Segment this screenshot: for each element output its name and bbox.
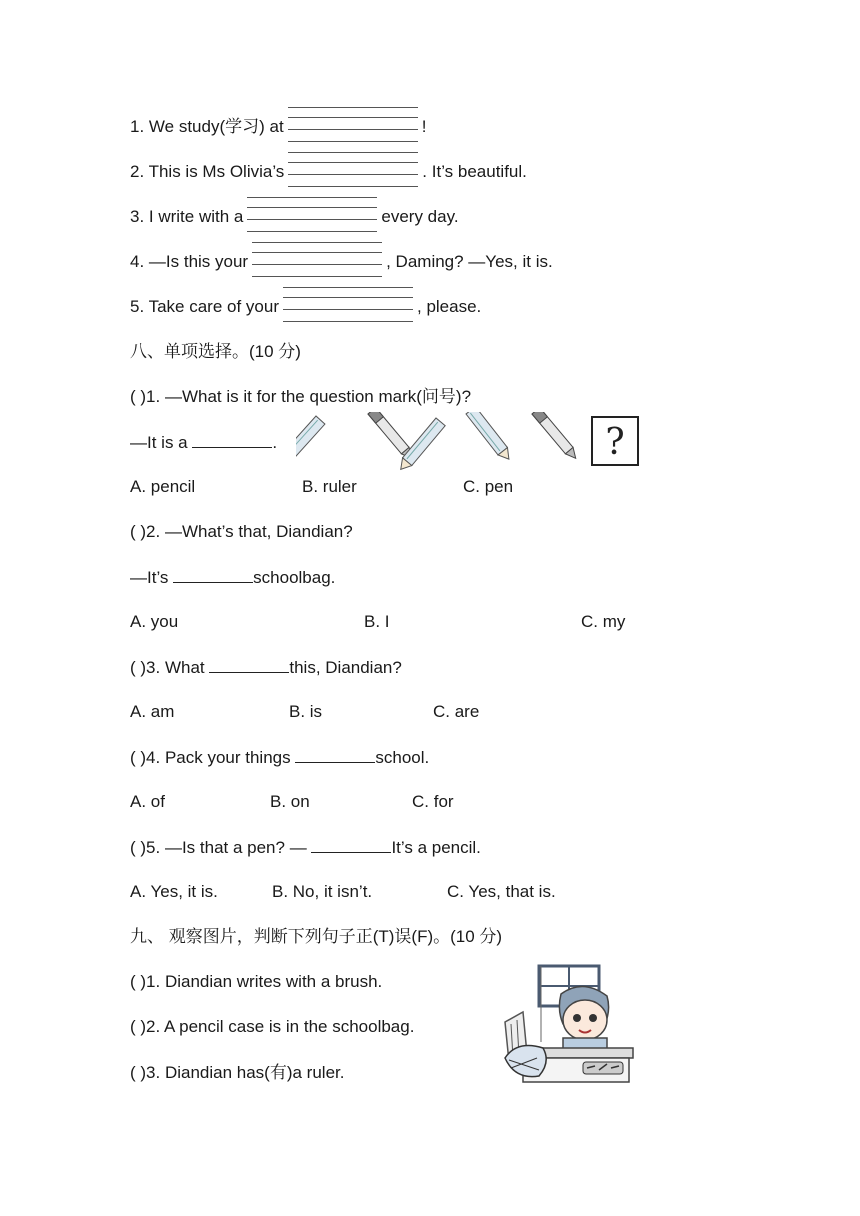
mc-q1-option-a[interactable]: A. pencil [130,477,196,496]
question-mark-box [592,417,638,465]
mc-q2-answer-line [130,566,335,589]
mc-q5-option-b[interactable]: B. No, it isn’t. [272,882,373,901]
mc-q1-option-c[interactable]: C. pen [463,477,514,496]
answer-blank[interactable] [252,252,382,274]
mc-question-5 [130,836,481,859]
diandian-desk-illustration [503,962,638,1084]
answer-underline[interactable] [173,566,253,583]
pencil-icon [296,416,325,470]
answer-underline[interactable] [295,746,375,763]
mc-q3-option-c[interactable]: C. are [433,702,480,721]
tf-statement-1: ( )1. Diandian writes with a brush. [130,972,383,991]
answer-blank[interactable] [247,207,377,229]
answer-prefix: —It is a [130,433,188,452]
tf-statement-3: ( )3. Diandian has(有)a ruler. [130,1063,345,1082]
q1-text-end: ! [421,117,427,136]
fill-question-1 [130,116,426,139]
pen-icon [532,412,580,461]
mc-q1-option-b[interactable]: B. ruler [302,477,357,496]
section-9-heading: 九、 观察图片，判断下列句子正(T)误(F)。(10 分) [130,927,503,946]
mc-q5-option-c[interactable]: C. Yes, that is. [447,882,556,901]
answer-end: schoolbag. [253,568,336,587]
question-mark-icon: ? [605,422,625,463]
q3-text: 3. I write with a [130,207,244,226]
answer-underline[interactable] [192,431,272,448]
mc-q2-option-b[interactable]: B. I [364,612,390,631]
fill-question-4 [130,251,553,274]
mc-q1-answer-line [130,431,277,454]
answer-end: . [272,433,278,452]
tf-statement-2: ( )2. A pencil case is in the schoolbag. [130,1017,415,1036]
mc-q4-option-b[interactable]: B. on [270,792,310,811]
mc-question-4 [130,746,429,769]
q5-text: 5. Take care of your [130,297,279,316]
q3-text-end: every day. [381,207,459,226]
q4-text-end: , Daming? —Yes, it is. [386,252,553,271]
answer-prefix: —It’s [130,568,169,587]
mc-q4-option-c[interactable]: C. for [412,792,454,811]
pencil-icon [466,412,514,463]
fill-question-3 [130,206,459,229]
stem-text: ( )5. —Is that a pen? — [130,838,307,857]
pencil-sequence-illustration [296,412,646,474]
section-8-heading: 八、单项选择。(10 分) [130,342,301,361]
q1-text: 1. We study(学习) at [130,117,284,136]
answer-blank[interactable] [288,117,418,139]
mc-q5-option-a[interactable]: A. Yes, it is. [130,882,218,901]
pencil-case-icon [583,1062,623,1074]
mc-q2-option-c[interactable]: C. my [581,612,626,631]
boy-figure [559,986,608,1056]
answer-blank[interactable] [288,162,418,184]
fill-question-2 [130,161,527,184]
stem-text-end: this, Diandian? [289,658,402,677]
mc-q4-option-a[interactable]: A. of [130,792,165,811]
mc-q3-option-a[interactable]: A. am [130,702,175,721]
answer-blank[interactable] [283,297,413,319]
mc-question-1: ( )1. —What is it for the question mark(问号)? [130,387,472,406]
stem-text-end: school. [375,748,430,767]
stem-text: ( )3. What [130,658,205,677]
mc-q3-option-b[interactable]: B. is [289,702,323,721]
q2-text-end: . It’s beautiful. [422,162,527,181]
mc-q2-option-a[interactable]: A. you [130,612,179,631]
mc-question-3 [130,656,402,679]
stem-text-end: It’s a pencil. [391,838,481,857]
mc-question-2: ( )2. —What’s that, Diandian? [130,522,353,541]
schoolbag-icon [505,1046,546,1077]
answer-underline[interactable] [311,836,391,853]
q2-text: 2. This is Ms Olivia’s [130,162,285,181]
fill-question-5 [130,296,481,319]
q4-text: 4. —Is this your [130,252,249,271]
answer-underline[interactable] [209,656,289,673]
stem-text: ( )4. Pack your things [130,748,291,767]
q5-text-end: , please. [417,297,482,316]
